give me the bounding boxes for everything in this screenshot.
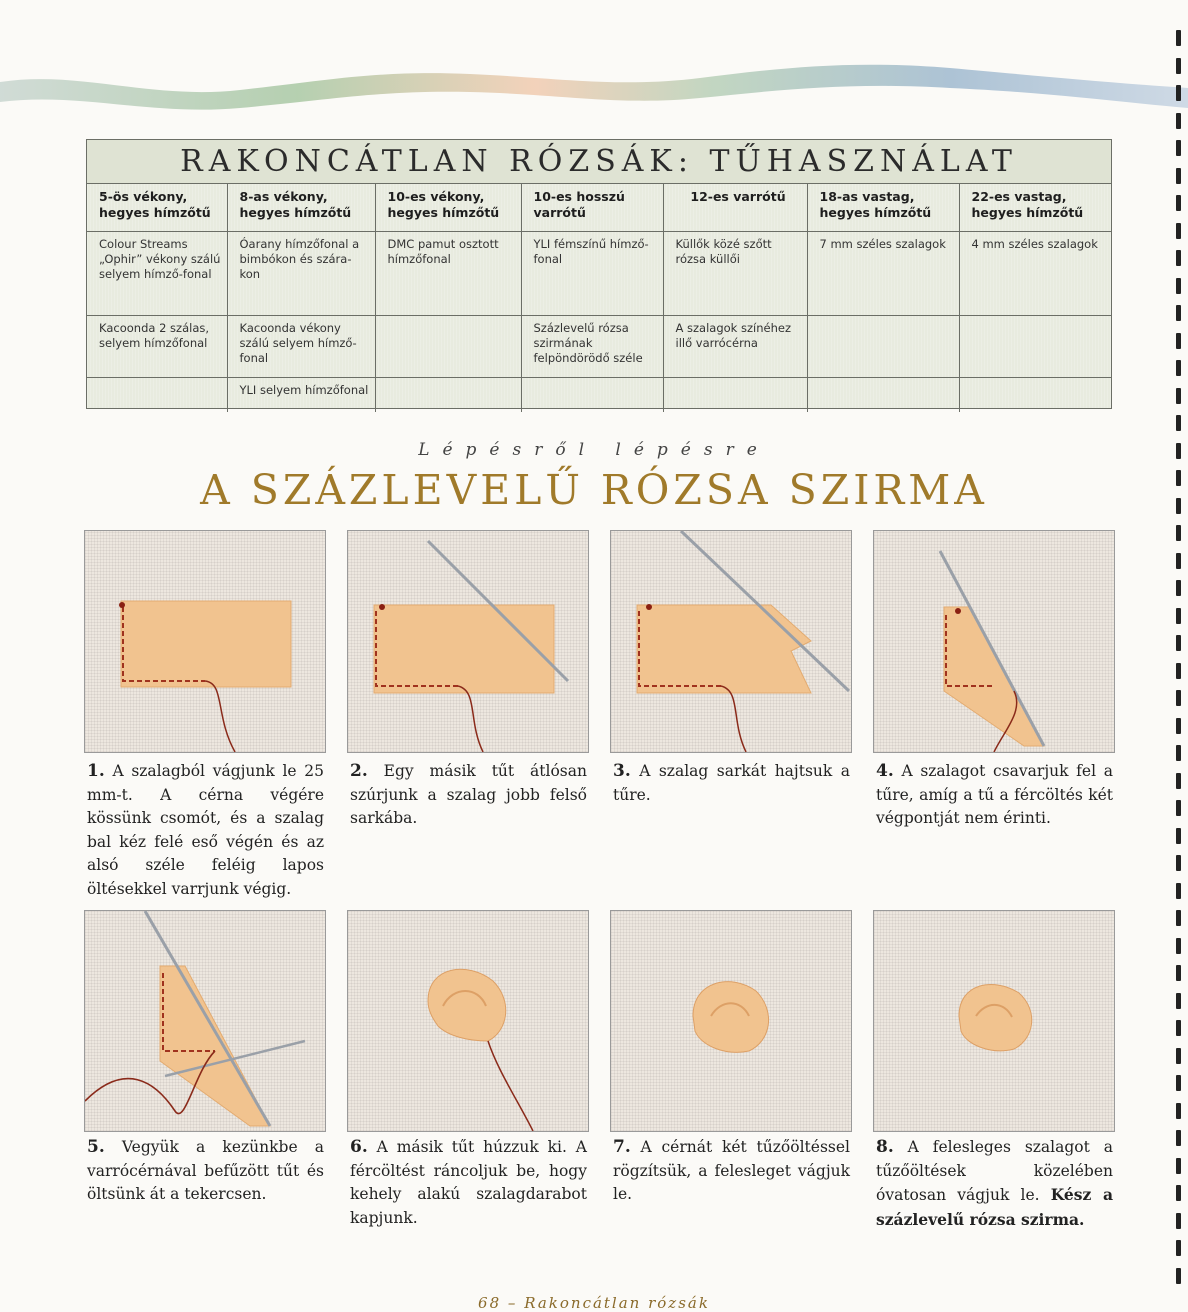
table-row: [87, 316, 1111, 378]
binding-ring: [1176, 1130, 1181, 1146]
table-cell: Százlevelű rózsa szirmának felpöndörödő széle: [521, 316, 663, 378]
table-cell: DMC pamut osztott hímzőfonal: [375, 232, 521, 316]
step-caption-5: [87, 1136, 324, 1207]
binding-ring: [1176, 910, 1181, 926]
step-text: A szalag sarkát hajtsuk a tűre.: [613, 762, 850, 804]
binding-ring: [1176, 85, 1181, 101]
step-caption-6: [350, 1136, 587, 1230]
step-number: 5.: [87, 1137, 105, 1157]
binding-ring: [1176, 635, 1181, 651]
table-cell: [807, 316, 959, 378]
table-cell: [959, 378, 1111, 413]
binding-ring: [1176, 140, 1181, 156]
step-text: A cérnát két tűzőöltéssel rögzítsük, a felesleget vágjuk le.: [613, 1138, 850, 1203]
footer-section: Rakoncátlan rózsák: [524, 1294, 710, 1312]
table-cell: Kacoonda 2 szálas, selyem hímzőfonal: [87, 316, 227, 378]
step-caption-8: [876, 1136, 1113, 1232]
binding-ring: [1176, 718, 1181, 734]
step-text-bold: Kész a százlevelű rózsa szirma.: [876, 1185, 1113, 1229]
step-photo-1: [84, 530, 326, 753]
table-cell: [807, 378, 959, 413]
table-header: 8-as vékony, hegyes hímzőtű: [227, 184, 375, 232]
binding-ring: [1176, 333, 1181, 349]
binding-ring: [1176, 745, 1181, 761]
table-header: 12-es varrótű: [663, 184, 807, 232]
binding-ring: [1176, 553, 1181, 569]
table-row: [87, 378, 1111, 413]
table-cell: [521, 378, 663, 413]
table-cell: YLI fémszínű hímző-fonal: [521, 232, 663, 316]
binding-ring: [1176, 168, 1181, 184]
binding-ring: [1176, 855, 1181, 871]
step-number: 8.: [876, 1137, 894, 1157]
step-photo-7: [610, 910, 852, 1132]
table-cell: [87, 378, 227, 413]
step-photo-3: [610, 530, 852, 753]
step-photo-5: [84, 910, 326, 1132]
binding-ring: [1176, 800, 1181, 816]
binding-ring: [1176, 1075, 1181, 1091]
table-header: 10-es vékony, hegyes hímzőtű: [375, 184, 521, 232]
step-photo-6: [347, 910, 589, 1132]
step-number: 7.: [613, 1137, 631, 1157]
step-number: 1.: [87, 761, 105, 781]
step-number: 4.: [876, 761, 894, 781]
table-cell: [663, 378, 807, 413]
binding-ring: [1176, 828, 1181, 844]
binding-ring: [1176, 773, 1181, 789]
decorative-ribbon: [0, 30, 1188, 120]
table-cell: YLI selyem hímzőfonal: [227, 378, 375, 413]
binding-ring: [1176, 195, 1181, 211]
binding-ring: [1176, 1158, 1181, 1174]
binding-ring: [1176, 58, 1181, 74]
binding-ring: [1176, 1185, 1181, 1201]
table-row: [87, 232, 1111, 316]
needle-usage-table: [86, 139, 1112, 409]
section-subtitle: Lépésről lépésre: [418, 440, 770, 460]
binding-ring: [1176, 388, 1181, 404]
page-footer: [0, 1294, 1188, 1312]
step-caption-1: [87, 760, 324, 901]
step-caption-3: [613, 760, 850, 807]
table-cell: Óarany hímzőfonal a bimbókon és szára-kon: [227, 232, 375, 316]
binding-ring: [1176, 883, 1181, 899]
step-number: 6.: [350, 1137, 368, 1157]
step-caption-4: [876, 760, 1113, 831]
table-cell: Küllők közé szőtt rózsa küllői: [663, 232, 807, 316]
binding-ring: [1176, 1103, 1181, 1119]
step-text: A másik tűt húzzuk ki. A fércöltést ráncoljuk be, hogy kehely alakú szalagdarabot kapjunk.: [350, 1138, 587, 1227]
page-number: 68: [478, 1294, 502, 1312]
step-number: 2.: [350, 761, 368, 781]
binding-ring: [1176, 250, 1181, 266]
table-header: 10-es hosszú varrótű: [521, 184, 663, 232]
step-number: 3.: [613, 761, 631, 781]
binding-ring: [1176, 1048, 1181, 1064]
table-header: 22-es vastag, hegyes hímzőtű: [959, 184, 1111, 232]
table-cell: A szalagok színéhez illő varrócérna: [663, 316, 807, 378]
binding-ring: [1176, 223, 1181, 239]
binding-ring: [1176, 938, 1181, 954]
binding-ring: [1176, 278, 1181, 294]
step-photo-2: [347, 530, 589, 753]
binding-ring: [1176, 663, 1181, 679]
binding-ring: [1176, 965, 1181, 981]
table-cell: 4 mm széles szalagok: [959, 232, 1111, 316]
binding-ring: [1176, 1268, 1181, 1284]
binding-ring: [1176, 113, 1181, 129]
binding-ring: [1176, 30, 1181, 46]
table-header: 18-as vastag, hegyes hímzőtű: [807, 184, 959, 232]
step-text: A szalagból vágjunk le 25 mm-t. A cérna végére kössünk csomót, és a szalag bal kéz felé eső végén és az alsó széle feléig lapos öltésekkel varrjunk végig.: [87, 762, 324, 898]
step-text: A felesleges szalagot a tűzőöltések közelében óvatosan vágjuk le.: [876, 1138, 1113, 1204]
step-text: A szalagot csavarjuk fel a tűre, amíg a tű a fércöltés két végpontját nem érinti.: [876, 762, 1113, 827]
table-cell: Kacoonda vékony szálú selyem hímző-fonal: [227, 316, 375, 378]
binding-ring: [1176, 1240, 1181, 1256]
binding-ring: [1176, 360, 1181, 376]
table-header: 5-ös vékony, hegyes hímzőtű: [87, 184, 227, 232]
table-cell: 7 mm széles szalagok: [807, 232, 959, 316]
binding-ring: [1176, 993, 1181, 1009]
binding-ring: [1176, 305, 1181, 321]
table-cell: [959, 316, 1111, 378]
binding-ring: [1176, 1020, 1181, 1036]
binding-ring: [1176, 525, 1181, 541]
step-text: Egy másik tűt átlósan szúrjunk a szalag jobb felső sarkába.: [350, 762, 587, 827]
binding-ring: [1176, 415, 1181, 431]
table-cell: [375, 378, 521, 413]
binding-ring: [1176, 608, 1181, 624]
step-text: Vegyük a kezünkbe a varrócérnával befűzött tűt és öltsünk át a tekercsen.: [87, 1138, 324, 1203]
table-cell: [375, 316, 521, 378]
binding-ring: [1176, 1213, 1181, 1229]
step-photo-4: [873, 530, 1115, 753]
step-caption-7: [613, 1136, 850, 1207]
table-cell: Colour Streams „Ophir” vékony szálú selyem hímző-fonal: [87, 232, 227, 316]
step-photo-8: [873, 910, 1115, 1132]
binding-ring: [1176, 580, 1181, 596]
binding-ring: [1176, 690, 1181, 706]
step-caption-2: [350, 760, 587, 831]
table-title: RAKONCÁTLAN RÓZSÁK: TŰHASZNÁLAT: [87, 140, 1111, 184]
footer-dash: –: [507, 1294, 518, 1312]
spiral-binding: [1176, 30, 1184, 1300]
section-title: A SZÁZLEVELŰ RÓZSA SZIRMA: [200, 466, 988, 514]
